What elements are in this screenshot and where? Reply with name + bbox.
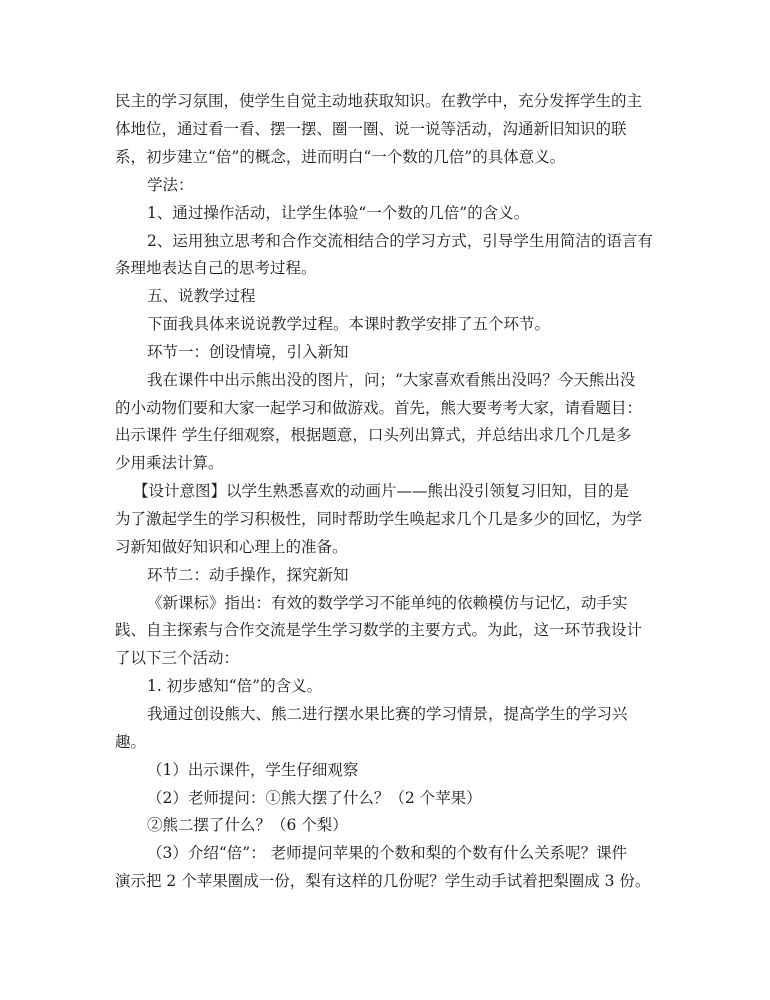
text-line-16: 为了激起学生的学习积极性，同时帮助学生唤起求几个几是多少的回忆，为学 bbox=[115, 510, 643, 528]
text-line-24: 趣。 bbox=[115, 733, 147, 751]
text-line-5: 1、通过操作活动，让学生体验“一个数的几倍”的含义。 bbox=[147, 204, 530, 222]
text-line-28: （3）介绍“倍”： 老师提问苹果的个数和梨的个数有什么关系呢？课件 bbox=[147, 844, 628, 862]
step-heading-2: 环节二：动手操作，探究新知 bbox=[147, 566, 349, 584]
text-line-23: 我通过创设熊大、熊二进行摆水果比赛的学习情景，提高学生的学习兴 bbox=[147, 705, 628, 723]
text-line-6: 2、运用独立思考和合作交流相结合的学习方式，引导学生用简洁的语言有 bbox=[147, 232, 653, 250]
text-line-14: 少用乘法计算。 bbox=[115, 454, 224, 472]
text-line-9: 下面我具体来说说教学过程。本课时教学安排了五个环节。 bbox=[147, 315, 551, 333]
text-line-7: 条理地表达自己的思考过程。 bbox=[115, 259, 317, 277]
text-line-12: 的小动物们要和大家一起学习和做游戏。首先，熊大要考考大家，请看题目： bbox=[115, 399, 643, 417]
text-line-13: 出示课件 学生仔细观察，根据题意，口头列出算式，并总结出求几个几是多 bbox=[115, 426, 632, 444]
text-line-29: 演示把 2 个苹果圈成一份，梨有这样的几份呢？学生动手试着把梨圈成 3 份。 bbox=[115, 872, 651, 890]
step-heading-1: 环节一：创设情境，引入新知 bbox=[147, 343, 349, 361]
text-line-25: （1）出示课件，学生仔细观察 bbox=[147, 761, 359, 779]
text-line-3: 系，初步建立“倍”的概念，进而明白“一个数的几倍”的具体意义。 bbox=[115, 148, 566, 166]
text-line-26: （2）老师提问：①熊大摆了什么？（2 个苹果） bbox=[147, 789, 482, 807]
section-label-study-method: 学法： bbox=[147, 176, 194, 194]
text-line-15: 【设计意图】以学生熟悉喜欢的动画片——熊出没引领复习旧知，目的是 bbox=[133, 482, 630, 500]
text-line-27: ②熊二摆了什么？（6 个梨） bbox=[147, 816, 348, 834]
text-line-17: 习新知做好知识和心理上的准备。 bbox=[115, 538, 348, 556]
text-line-20: 践、自主探索与合作交流是学生学习数学的主要方式。为此，这一环节我设计 bbox=[115, 621, 643, 639]
section-heading-teaching-process: 五、说教学过程 bbox=[147, 287, 256, 305]
text-line-11: 我在课件中出示熊出没的图片，问；“大家喜欢看熊出没吗？今天熊出没 bbox=[147, 371, 636, 389]
text-line-2: 体地位，通过看一看、摆一摆、圈一圈、说一说等活动，沟通新旧知识的联 bbox=[115, 120, 627, 138]
text-line-19: 《新课标》指出：有效的数学学习不能单纯的依赖模仿与记忆，动手实 bbox=[147, 594, 628, 612]
activity-heading-1: 1. 初步感知“倍”的含义。 bbox=[147, 677, 323, 695]
text-line-21: 了以下三个活动： bbox=[115, 649, 240, 667]
text-line-1: 民主的学习氛围，使学生自觉主动地获取知识。在教学中，充分发挥学生的主 bbox=[115, 92, 643, 110]
